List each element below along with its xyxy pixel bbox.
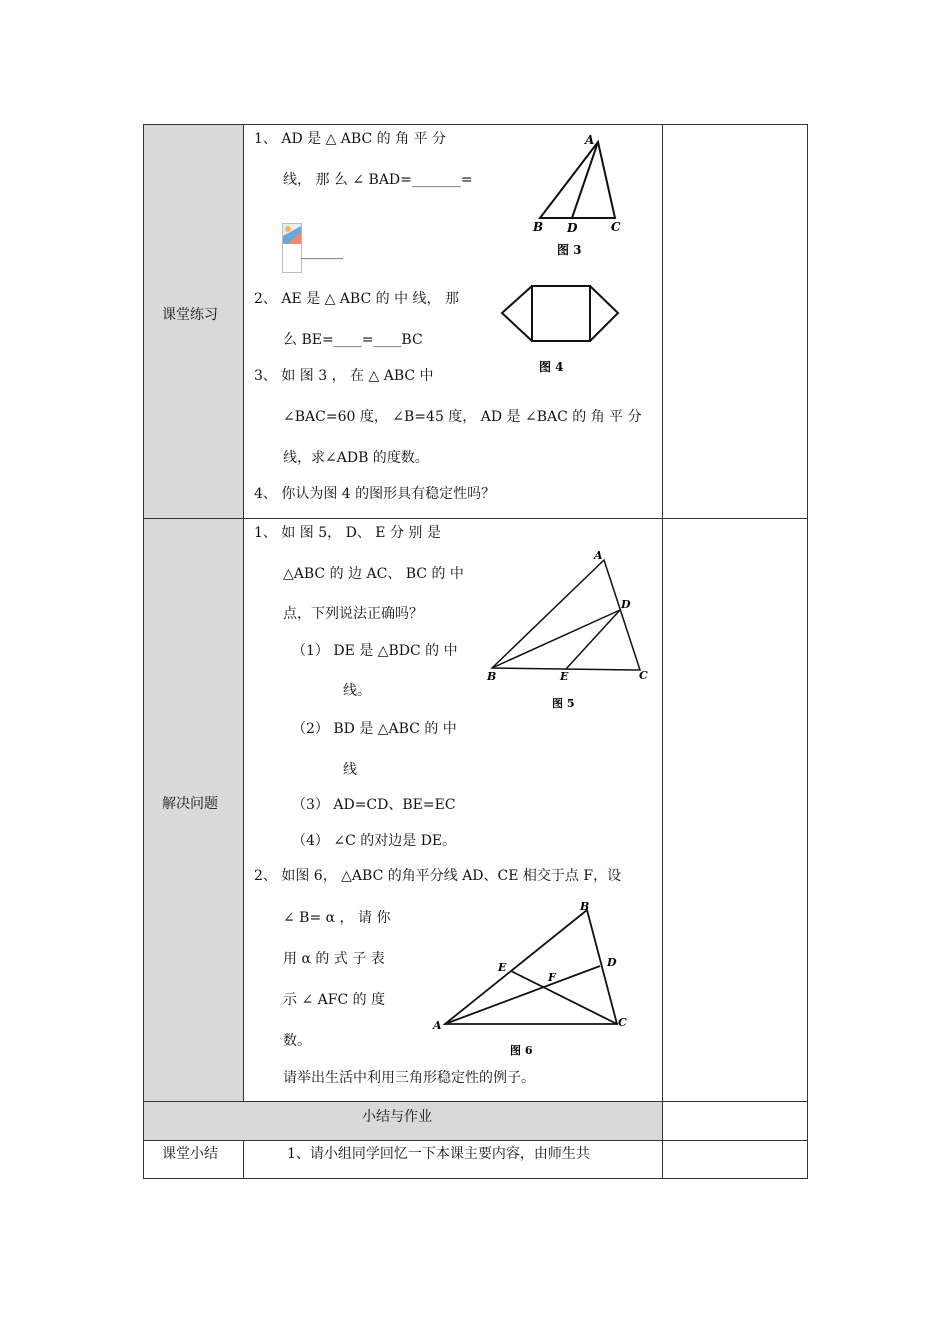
fig6-label-f: F <box>548 971 556 984</box>
fig6-label-d: D <box>607 956 617 969</box>
fig5-label-e: E <box>560 670 569 683</box>
problems-p2-line1: 2、 如图 6， △ABC 的角平分线 AD、CE 相交于点 F，设 <box>254 868 622 884</box>
practice-q3-line2: ∠BAC=60 度， ∠B=45 度， AD 是 ∠BAC 的 角 平 分 <box>283 409 642 425</box>
problems-p2-line3: 用 α 的 式 子 表 <box>283 951 385 967</box>
practice-q3-line1: 3、 如 图 3 ， 在 △ ABC 中 <box>254 368 434 384</box>
fig4-caption: 图 4 <box>539 360 564 374</box>
problems-item2-line2: 线 <box>343 762 357 778</box>
figure-4-shape <box>495 280 625 380</box>
figure-6-triangle <box>430 898 635 1060</box>
problems-item4: （4） ∠C 的对边是 DE。 <box>292 833 457 849</box>
table-border-right <box>807 124 808 1179</box>
problems-p1-line1: 1、 如 图 5， D、 E 分 别 是 <box>254 525 441 541</box>
problems-item2-line1: （2） BD 是 △ABC 的 中 <box>292 721 457 737</box>
fig6-caption: 图 6 <box>510 1044 533 1057</box>
table-col-divider <box>662 124 663 1179</box>
problems-item1-line2: 线。 <box>343 683 371 699</box>
fig3-label-d: D <box>567 221 578 235</box>
problems-p2-line4: 示 ∠ AFC 的 度 <box>283 992 386 1008</box>
problems-p3: 请举出生活中利用三角形稳定性的例子。 <box>283 1070 535 1086</box>
fig6-label-c: C <box>618 1016 627 1029</box>
fig3-label-a: A <box>585 133 595 147</box>
problems-item1-line1: （1） DE 是 △BDC 的 中 <box>292 643 458 659</box>
fig3-label-b: B <box>533 220 544 234</box>
fig5-label-b: B <box>487 670 497 683</box>
practice-q1-line2: 线， 那 么 ∠ BAD=_______= <box>283 172 473 188</box>
table-border-left <box>143 124 144 1179</box>
fig3-caption: 图 3 <box>557 243 582 257</box>
figure-3-triangle <box>525 130 635 260</box>
practice-q2-line1: 2、 AE 是 △ ABC 的 中 线， 那 <box>254 291 459 307</box>
figure-5-triangle <box>484 548 654 713</box>
practice-q1-line1: 1、 AD 是 △ ABC 的 角 平 分 <box>254 131 446 147</box>
fig3-label-c: C <box>611 220 621 234</box>
practice-q3-line3: 线，求∠ADB 的度数。 <box>283 450 429 466</box>
summary-line1: 1、请小组同学回忆一下本课主要内容，由师生共 <box>287 1146 590 1162</box>
row-label-summary: 课堂小结 <box>162 1146 218 1162</box>
fig6-label-a: A <box>433 1019 442 1032</box>
fig5-label-d: D <box>621 598 631 611</box>
row-label-problems: 解决问题 <box>162 796 218 812</box>
row-label-practice: 课堂练习 <box>162 307 218 323</box>
table-col-divider <box>243 1140 244 1179</box>
summary-header: 小结与作业 <box>362 1109 432 1125</box>
table-col-divider <box>243 124 244 1102</box>
problems-p1-line2: △ABC 的 边 AC、 BC 的 中 <box>283 566 464 582</box>
problems-p1-line3: 点，下列说法正确吗？ <box>283 606 423 622</box>
problems-p2-line5: 数。 <box>283 1033 311 1049</box>
fig6-label-b: B <box>580 900 590 913</box>
fig6-label-e: E <box>498 961 507 974</box>
problems-p2-line2: ∠ B= α ， 请 你 <box>283 910 391 926</box>
problems-item3: （3） AD=CD、BE=EC <box>292 797 456 813</box>
fig5-label-a: A <box>594 549 603 562</box>
practice-q2-line2: 么 BE=____=____BC <box>283 332 423 348</box>
practice-q4: 4、 你认为图 4 的图形具有稳定性吗？ <box>254 486 496 502</box>
fig5-label-c: C <box>639 669 648 682</box>
fig5-caption: 图 5 <box>552 697 575 710</box>
broken-image-icon <box>282 223 302 273</box>
practice-q1-line3: ______ <box>301 244 343 260</box>
